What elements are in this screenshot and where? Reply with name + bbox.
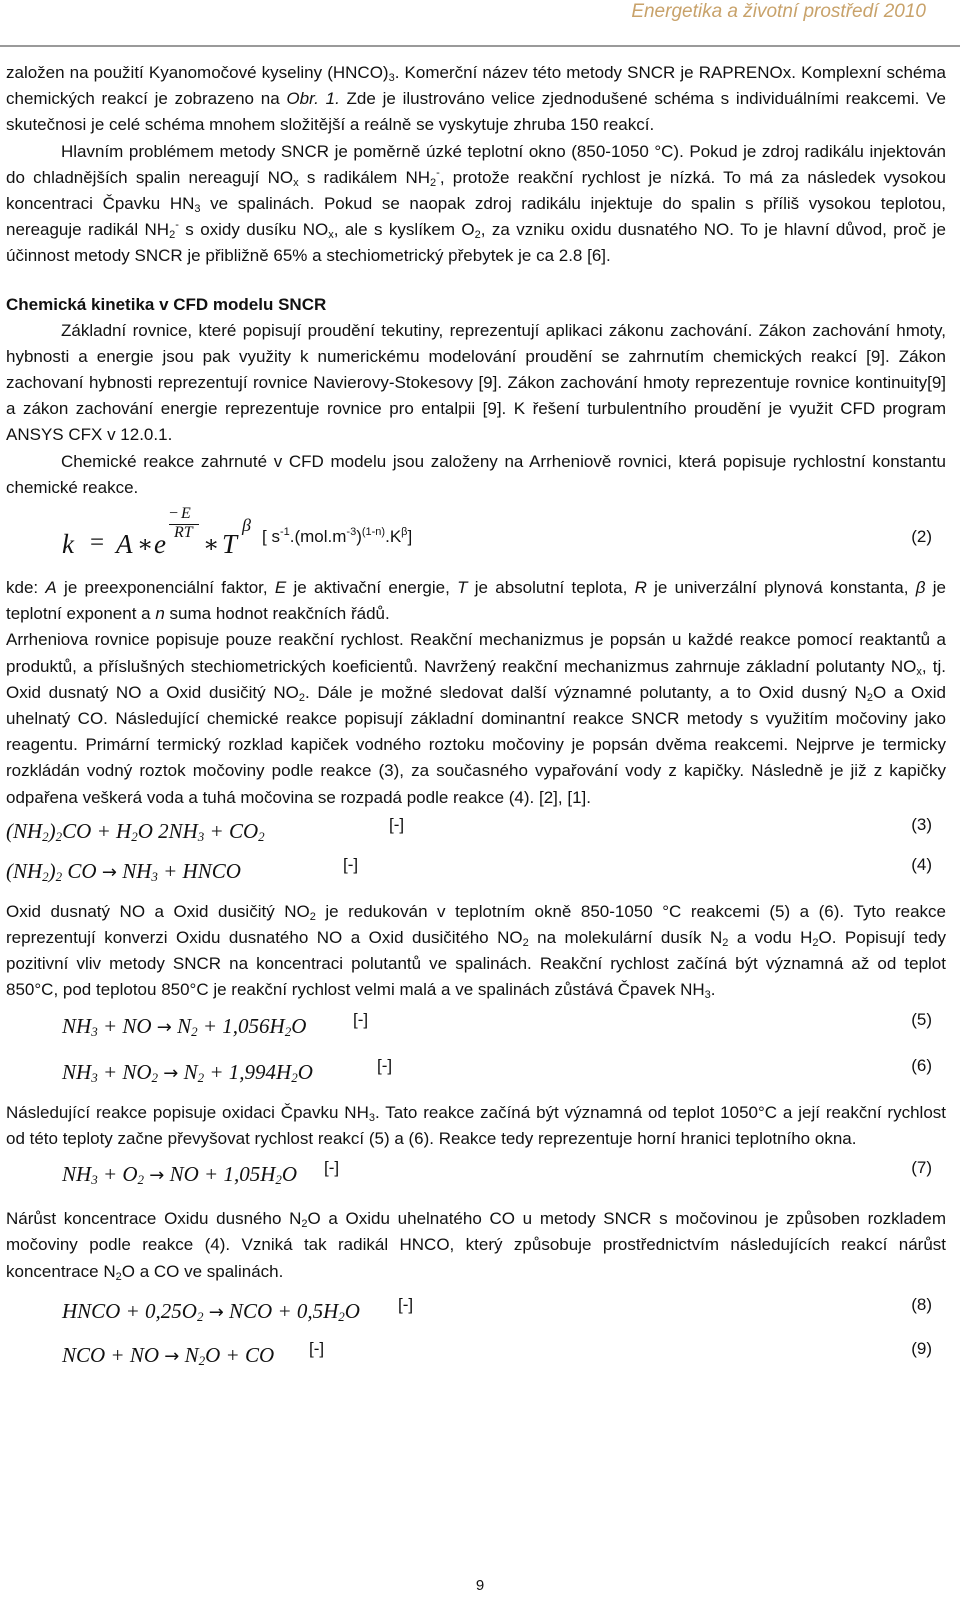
section-heading: Chemická kinetika v CFD modelu SNCR [6, 294, 327, 314]
paragraph-ammonia-oxidation: Následující reakce popisuje oxidaci Čpavku $NH_3$. Tato reakce začíná být významná od teplot 1050°C a její reakční rychlost od této teploty začne převyšovat rychlost reakcí (5) a (6). Reakce tedy reprezentuje horní hranici teplotního okna. [6, 1102, 946, 1148]
arrhenius-equation: k = A ∗ e − E RT ∗ T β [ $s^{-1}.(mol.m^{-3})^{(1-n)}.K^\beta$] (2) [62, 505, 932, 560]
page-header [0, 0, 960, 47]
reaction-arrow: → [208, 1301, 224, 1323]
figure-reference[interactable]: Obr. 1. [286, 89, 340, 109]
reaction-equation-3: $(NH_2)_2CO + H_2O$ $2NH_3 + CO_2$ [-] (3) [6, 814, 932, 844]
reaction-arrow: → [164, 1345, 180, 1367]
equation-number: (4) [911, 854, 932, 874]
reaction-equation-7: $NH_3 + O_2$ → NO + $1,05H_2O$ [-] (7) [62, 1158, 932, 1188]
equation-number: (9) [911, 1338, 932, 1358]
reaction-equation-9: NCO + NO → $N_2O$ + CO [-] (9) [62, 1338, 932, 1368]
reaction-arrow: → [101, 861, 117, 883]
paragraph-n2o-co: Nárůst koncentrace Oxidu dusného $N_2O$ a Oxidu uhelnatého CO u metody SNCR s močovinou je způsoben rozkladem močoviny podle reakce (4). Vzniká tak radikál HNCO, který způsobuje prostřednictvím následujících reakcí nárůst koncentrace $N_2O$ a CO ve spalinách. [6, 1209, 946, 1283]
page-content [6, 60, 946, 1379]
paragraph-intro: založen na použití Kyanomočové kyseliny $(HNCO)_3$. Komerční název této metody SNCR je RAPRENOx. Komplexní schéma chemických reakcí je zobrazeno na Obr. 1. Zde je ilustrováno velice zjednodušené schéma s individuálními reakcemi. Ve skutečnosi je celé schéma mnohem složitější a reálně se vyskytuje zhruba 150 reakcí. [6, 63, 947, 135]
equation-number: (6) [911, 1055, 932, 1075]
paragraph-conservation-laws: Základní rovnice, které popisují proudění tekutiny, reprezentují aplikaci zákonu zachování. Zákon zachování hmoty, hybnosti a energie jsou pak využity k numerickému modelování proudění se zahrnutím chemických reakcí [9]. Zákon zachovaní hybnosti reprezentují rovnice Navierovy-Stokesovy [9]. Zákon zachování hmoty reprezentuje rovnice kontinuity[9] a zákon zachování energie reprezentuje rovnice pro entalpii [9]. K řešení turbulentního proudění je využit CFD program ANSYS CFX v 12.0.1. [6, 320, 946, 445]
reaction-arrow: → [163, 1062, 179, 1084]
equation-number: (7) [911, 1158, 932, 1178]
equation-number: (2) [911, 527, 932, 547]
reaction-arrow: → [149, 1165, 165, 1187]
paragraph-symbol-definitions: kde: A je preexponenciální faktor, E je aktivační energie, T je absolutní teplota, R je univerzální plynová konstanta, β je teplotní exponent a n suma hodnot reakčních řádů. [6, 578, 946, 624]
journal-title: Energetika a životní prostředí 2010 [631, 1, 926, 22]
equation-number: (8) [911, 1294, 932, 1314]
reaction-equation-8: HNCO + $0,25O_2$ → NCO + $0,5H_2O$ [-] (8) [62, 1294, 932, 1324]
page-number: 9 [475, 1577, 485, 1594]
paragraph-temperature-window: Hlavním problémem metody SNCR je poměrně úzké teplotní okno (850-1050 °C). Pokud je zdroj radikálu injektován do chladnějších spalin nereagují $NO_x$ s radikálem $NH_2^-$, protože reakční rychlost je nízká. To má za následek vysokou koncentraci Čpavku $HN_3$ ve spalinách. Pokud se naopak zdroj radikálu injektuje do spalin s příliš vysokou teplotou, nereaguje radikál $NH_2^-$ s oxidy dusíku $NO_x$, ale s kyslíkem $O_2$, za vzniku oxidu dusnatého NO. To je hlavní důvod, proč je účinnost metody SNCR je přibližně 65% a stechiometrický přebytek je ca 2.8 [6]. [6, 141, 947, 266]
paragraph-arrhenius-intro: Chemické reakce zahrnuté v CFD modelu jsou založeny na Arrheniově rovnici, která popisuje rychlostní konstantu chemické reakce. [6, 451, 946, 497]
reaction-equation-5: $NH_3$ + NO → $N_2 + 1,056H_2O$ [-] (5) [62, 1009, 932, 1039]
equation-number: (5) [911, 1009, 932, 1029]
equation-number: (3) [911, 814, 932, 834]
reaction-equation-4: $(NH_2)_2$ CO → $NH_3$ + HNCO [-] (4) [6, 854, 932, 884]
reaction-equation-6: $NH_3 + NO_2 \to N_2 + 1,994H_2O$ [-] (6) [62, 1055, 932, 1085]
reaction-arrow: → [156, 1016, 172, 1038]
paragraph-mechanism: Arrheniova rovnice popisuje pouze reakční rychlost. Reakční mechanizmus je popsán u každé reakce pomocí reaktantů a produktů, a příslušných stechiometrických koeficientů. Navržený reakční mechanizmus zahrnuje základní polutanty $NO_x$, tj. Oxid dusnatý NO a Oxid dusičitý $NO_2$. Dále je možné sledovat další významné polutanty, a to Oxid dusný $N_2O$ a Oxid uhelnatý CO. Následující chemické reakce popisují základní dominantní reakce SNCR metody s využitím močoviny jako reagentu. Primární termický rozklad kapiček vodného roztoku močoviny je popsán dvěma reakcemi. Nejprve je termicky rozkládán vodný roztok močoviny podle reakce (3), za současného vypařování vody z kapičky. Následně je již z kapičky odpařena veškerá voda a tuhá močovina se rozpadá podle reakce (4). [2], [1]. [6, 630, 946, 807]
paragraph-reduction: Oxid dusnatý NO a Oxid dusičitý $NO_2$ je redukován v teplotním okně 850-1050 °C reakcemi (5) a (6). Tyto reakce reprezentují konverzi Oxidu dusnatého NO a Oxid dusičitého $NO_2$ na molekulární dusík $N_2$ a vodu $H_2O$. Popisují tedy pozitivní vliv metody SNCR na koncentraci polutantů ve spalinách. Reakční rychlost začíná být významná až od teplot 850°C, pod teplotou 850°C je reakční rychlost velmi malá a ve spalinách zůstává Čpavek $NH_3$. [6, 901, 947, 1002]
